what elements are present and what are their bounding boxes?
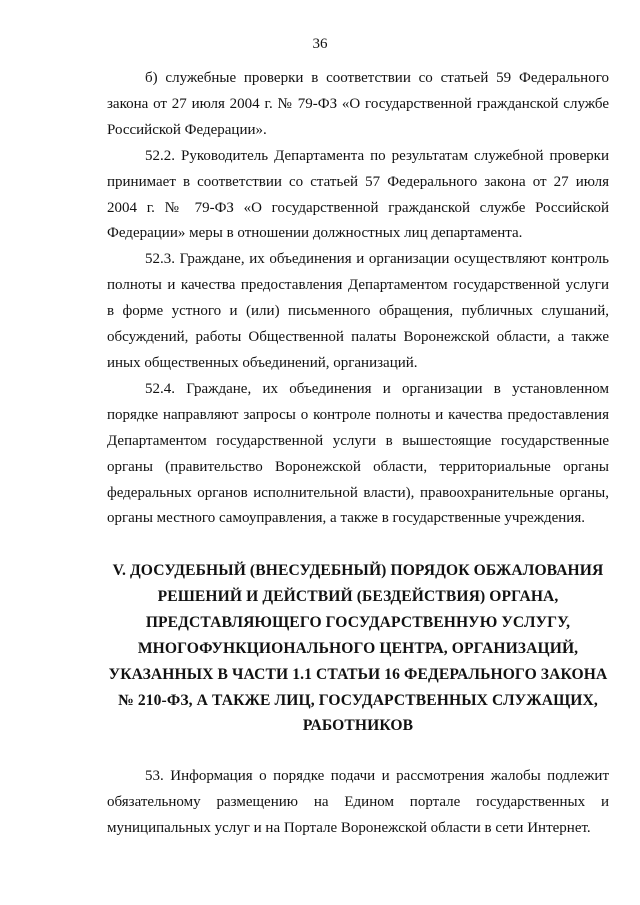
paragraph-52-2: 52.2. Руководитель Департамента по результатам служебной проверки принимает в соответствии со статьей 57 Федерального закона от 27 июля 2004 г. № 79-ФЗ «О государственной гражданской службе Российской Федерации» меры в отношении должностных лиц департамента.: [107, 147, 609, 242]
paragraph-52-4: 52.4. Граждане, их объединения и организации в установленном порядке направляют запросы о контроле полноты и качества предоставления Департаментом государственной услуги в вышестоящие государственные органы (правительство Воронежской области, территориальные органы федеральных органов исполнительной власти), правоохранительные органы, органы местного самоуправления, а также в государственные учреждения.: [107, 380, 609, 527]
document-body: [107, 66, 609, 532]
paragraph-52-3: 52.3. Граждане, их объединения и организации осуществляют контроль полноты и качества предоставления Департаментом государственной услуги в форме устного и (или) письменного обращения, публичных слушаний, обсуждений, работы Общественной палаты Воронежской области, а также иных общественных объединений, организаций.: [107, 251, 609, 371]
section-heading: V. ДОСУДЕБНЫЙ (ВНЕСУДЕБНЫЙ) ПОРЯДОК ОБЖАЛОВАНИЯ РЕШЕНИЙ И ДЕЙСТВИЙ (БЕЗДЕЙСТВИЯ) ОРГАНА, ПРЕДСТАВЛЯЮЩЕГО ГОСУДАРСТВЕННУЮ УСЛУГУ, МНОГОФУНКЦИОНАЛЬНОГО ЦЕНТРА, ОРГАНИЗАЦИЙ, УКАЗАННЫХ В ЧАСТИ 1.1 СТАТЬИ 16 ФЕДЕРАЛЬНОГО ЗАКОНА № 210-ФЗ, А ТАКЖЕ ЛИЦ, ГОСУДАРСТВЕННЫХ СЛУЖАЩИХ, РАБОТНИКОВ: [108, 562, 608, 735]
page-number: 36: [312, 36, 328, 52]
paragraph-53: 53. Информация о порядке подачи и рассмотрения жалобы подлежит обязательному размещению на Едином портале государственных и муниципальных услуг и на Портале Воронежской области в сети Интернет.: [107, 768, 609, 836]
paragraph-52-1-b: б) служебные проверки в соответствии со статьей 59 Федерального закона от 27 июля 2004 г. № 79-ФЗ «О государственной гражданской службе Российской Федерации».: [107, 70, 609, 138]
